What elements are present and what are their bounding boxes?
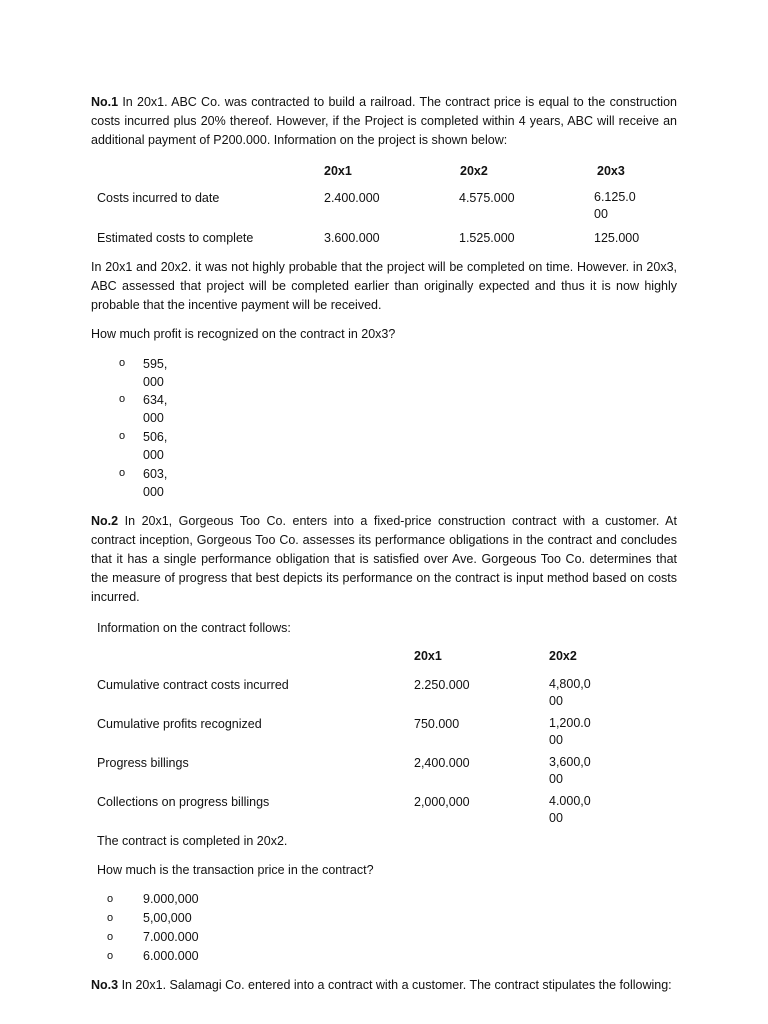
- q1-paragraph: [91, 93, 677, 150]
- q1-row-label: Costs incurred to date: [97, 191, 220, 205]
- q1-option: 506,000: [143, 430, 168, 462]
- radio-bullet-icon[interactable]: o: [107, 950, 114, 962]
- q3-paragraph: [91, 976, 677, 995]
- q1-cell: 125.000: [594, 231, 640, 245]
- q1-header-20x3: 20x3: [597, 164, 625, 178]
- q2-option: 9.000,000: [143, 892, 199, 906]
- q1-cell: 6.125.000: [594, 190, 636, 221]
- radio-bullet-icon[interactable]: o: [119, 430, 126, 442]
- q2-cell: 2.250.000: [414, 678, 470, 692]
- radio-bullet-icon[interactable]: o: [107, 912, 114, 924]
- q2-header-20x2: 20x2: [549, 649, 577, 663]
- q2-cell: 2,000,000: [414, 795, 470, 809]
- q1-row-label: Estimated costs to complete: [97, 231, 254, 245]
- q2-header-20x1: 20x1: [414, 649, 442, 663]
- radio-bullet-icon[interactable]: o: [107, 893, 114, 905]
- q2-cell: 1,200.000: [549, 716, 591, 747]
- q1-text: In 20x1. ABC Co. was contracted to build a railroad. The contract price is equal to the construction costs incurred plus 20% thereof. However, if the Project is completed within 4 years, ABC will receive an additional payment of P200.000. Information on the project is shown below:: [91, 95, 677, 147]
- radio-bullet-icon[interactable]: o: [119, 393, 126, 405]
- q2-question: How much is the transaction price in the contract?: [97, 863, 374, 877]
- q1-cell: 4.575.000: [459, 191, 515, 205]
- q1-option: 603,000: [143, 467, 168, 499]
- q3-text: In 20x1. Salamagi Co. entered into a contract with a customer. The contract stipulates the following:: [121, 978, 672, 992]
- q2-option: 6.000.000: [143, 949, 199, 963]
- q1-question: How much profit is recognized on the contract in 20x3?: [91, 327, 396, 341]
- q1-option: 595,000: [143, 357, 168, 389]
- q1-number: No.1: [91, 95, 119, 109]
- q1-option: 634,000: [143, 393, 168, 425]
- q1-header-20x2: 20x2: [460, 164, 488, 178]
- q1-cell: 2.400.000: [324, 191, 380, 205]
- q2-cell: 750.000: [414, 717, 460, 731]
- q2-cell: 2,400.000: [414, 756, 470, 770]
- q2-row-label: Cumulative contract costs incurred: [97, 678, 289, 692]
- q2-cell: 4,800,000: [549, 677, 591, 708]
- q2-number: No.2: [91, 514, 119, 528]
- q2-row-label: Progress billings: [97, 756, 189, 770]
- q2-row-label: Collections on progress billings: [97, 795, 270, 809]
- q2-option: 5,00,000: [143, 911, 192, 925]
- q3-number: No.3: [91, 978, 119, 992]
- q2-option: 7.000.000: [143, 930, 199, 944]
- q2-info-line: Information on the contract follows:: [97, 621, 291, 635]
- q2-completed-line: The contract is completed in 20x2.: [97, 834, 288, 848]
- radio-bullet-icon[interactable]: o: [107, 931, 114, 943]
- q1-cell: 3.600.000: [324, 231, 380, 245]
- q1-paragraph-2: In 20x1 and 20x2. it was not highly probable that the project will be completed on time. However. in 20x3, ABC assessed that project will be completed earlier than originally expected and thus it is now highly probable that the incentive payment will be received.: [91, 260, 677, 312]
- q1-cell: 1.525.000: [459, 231, 515, 245]
- q2-row-label: Cumulative profits recognized: [97, 717, 262, 731]
- radio-bullet-icon[interactable]: o: [119, 357, 126, 369]
- q1-header-20x1: 20x1: [324, 164, 352, 178]
- q2-text: In 20x1, Gorgeous Too Co. enters into a fixed-price construction contract with a customer. At contract inception, Gorgeous Too Co. assesses its performance obligations in the contract and concludes that it has a single performance obligation that is satisfied over Ave. Gorgeous Too Co. determines that the measure of progress that best depicts its performance on the contract is input method based on costs incurred.: [91, 514, 677, 604]
- q2-cell: 4.000,000: [549, 794, 591, 825]
- q2-cell: 3,600,000: [549, 755, 591, 786]
- radio-bullet-icon[interactable]: o: [119, 467, 126, 479]
- q2-paragraph: [91, 512, 677, 607]
